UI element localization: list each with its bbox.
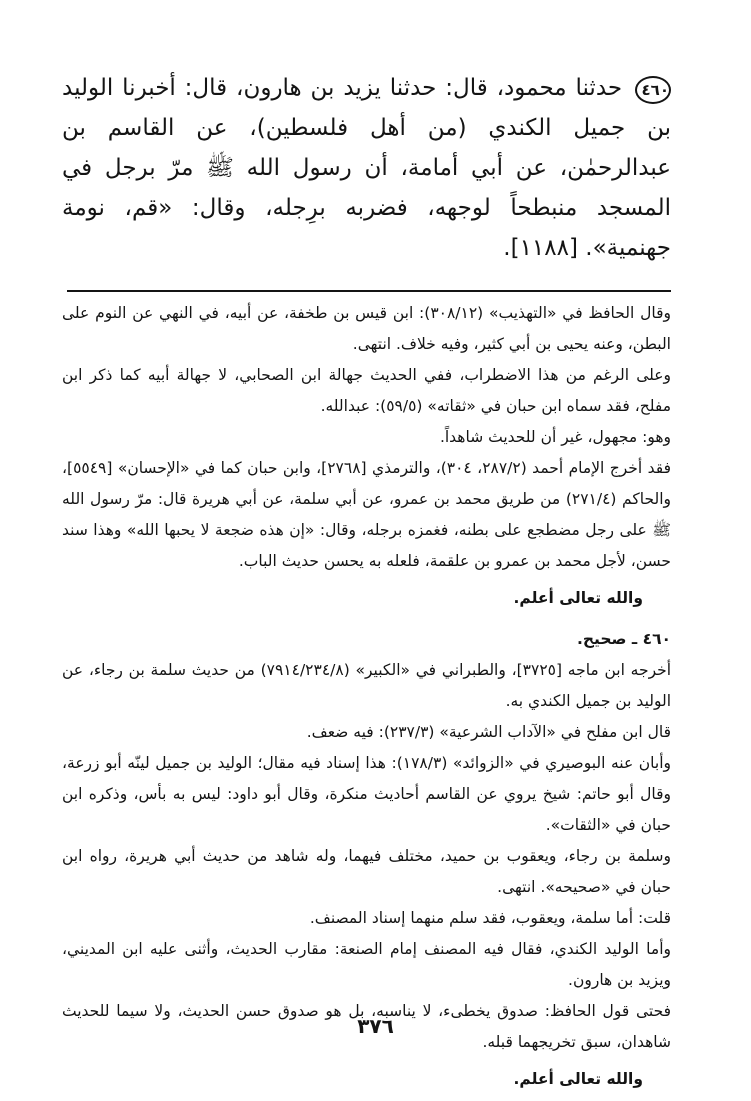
note-paragraph: فحتى قول الحافظ: صدوق يخطىء، لا يناسبه، بل هو صدوق حسن الحديث، ولا سيما للحديث شاهدان، سبق تخريجهما قبله. [62, 1002, 671, 1051]
hadith-body: حدثنا محمود، قال: حدثنا يزيد بن هارون، قال: أخبرنا الوليد بن جميل الكندي (من أهل فلسطين)، عن القاسم بن عبدالرحمٰن، عن أبي أمامة، أن رسول الله ﷺ مرّ برجل في المسجد منبطحاً لوجهه، فضربه برِجله، وقال: «قم، نومة جهنمية». [١١٨٨]. [62, 75, 671, 261]
note-paragraph: أخرجه ابن ماجه [٣٧٢٥]، والطبراني في «الكبير» (٧٩١٤/٢٣٤/٨) من حديث سلمة بن رجاء، عن الوليد بن جميل الكندي به. [62, 661, 672, 710]
note-paragraph: وسلمة بن رجاء، ويعقوب بن حميد، مختلف فيهما، وله شاهد من حديث أبي هريرة، رواه ابن حبان في «صحيحه». انتهى. [62, 847, 671, 896]
note-paragraph: قلت: أما سلمة، ويعقوب، فقد سلم منهما إسناد المصنف. [309, 909, 671, 927]
page-content [62, 68, 671, 1095]
separator-line [67, 290, 671, 292]
note-paragraph: وأبان عنه البوصيري في «الزوائد» (١٧٨/٣): هذا إسناد فيه مقال؛ الوليد بن جميل لينّه أبو زرعة، وقال أبو حاتم: شيخ يروي عن القاسم أحاديث منكرة، وقال أبو داود: ليس به بأس، وذكره ابن حبان في «الثقات». [62, 754, 671, 834]
closing-phrase: والله تعالى أعلم. [513, 589, 643, 607]
note-paragraph: فقد أخرج الإمام أحمد (٢٨٧/٢، ٣٠٤)، والترمذي [٢٧٦٨]، وابن حبان كما في «الإحسان» [٥٥٤٩]، والحاكم (٢٧١/٤) من طريق محمد بن عمرو، عن أبي سلمة، عن أبي هريرة قال: مرّ رسول الله ﷺ على رجل مضطجع على بطنه، فغمزه برجله، وقال: «إن هذه ضجعة لا يحبها الله» وهذا سند حسن، لأجل محمد بن عمرو بن علقمة، فلعله به يحسن حديث الباب. [62, 459, 671, 570]
note-paragraph: قال ابن مفلح في «الآداب الشرعية» (٢٣٧/٣): فيه ضعف. [306, 723, 671, 741]
footnotes [62, 298, 671, 1095]
hadith-text [62, 68, 671, 268]
section-heading: ٤٦٠ ـ صحيح. [576, 630, 671, 648]
note-paragraph: وأما الوليد الكندي، فقال فيه المصنف إمام الصنعة: مقارب الحديث، وأثنى عليه ابن المديني، ويزيد بن هارون. [62, 940, 671, 989]
note-paragraph: وعلى الرغم من هذا الاضطراب، ففي الحديث جهالة ابن الصحابي، لا جهالة أبيه كما ذكر ابن مفلح، فقد سماه ابن حبان في «ثقاته» (٥٩/٥): عبدالله. [62, 366, 671, 415]
note-paragraph: وهو: مجهول، غير أن للحديث شاهداً. [439, 428, 671, 446]
page-number: ٣٧٦ [357, 1014, 394, 1038]
note-paragraph: وقال الحافظ في «التهذيب» (٣٠٨/١٢): ابن قيس بن طخفة، عن أبيه، في النهي عن النوم على البطن، وعنه يحيى بن أبي كثير، وفيه خلاف. انتهى. [62, 304, 671, 353]
hadith-number-badge: ٤٦٠ [635, 76, 671, 104]
closing-phrase: والله تعالى أعلم. [513, 1070, 643, 1088]
